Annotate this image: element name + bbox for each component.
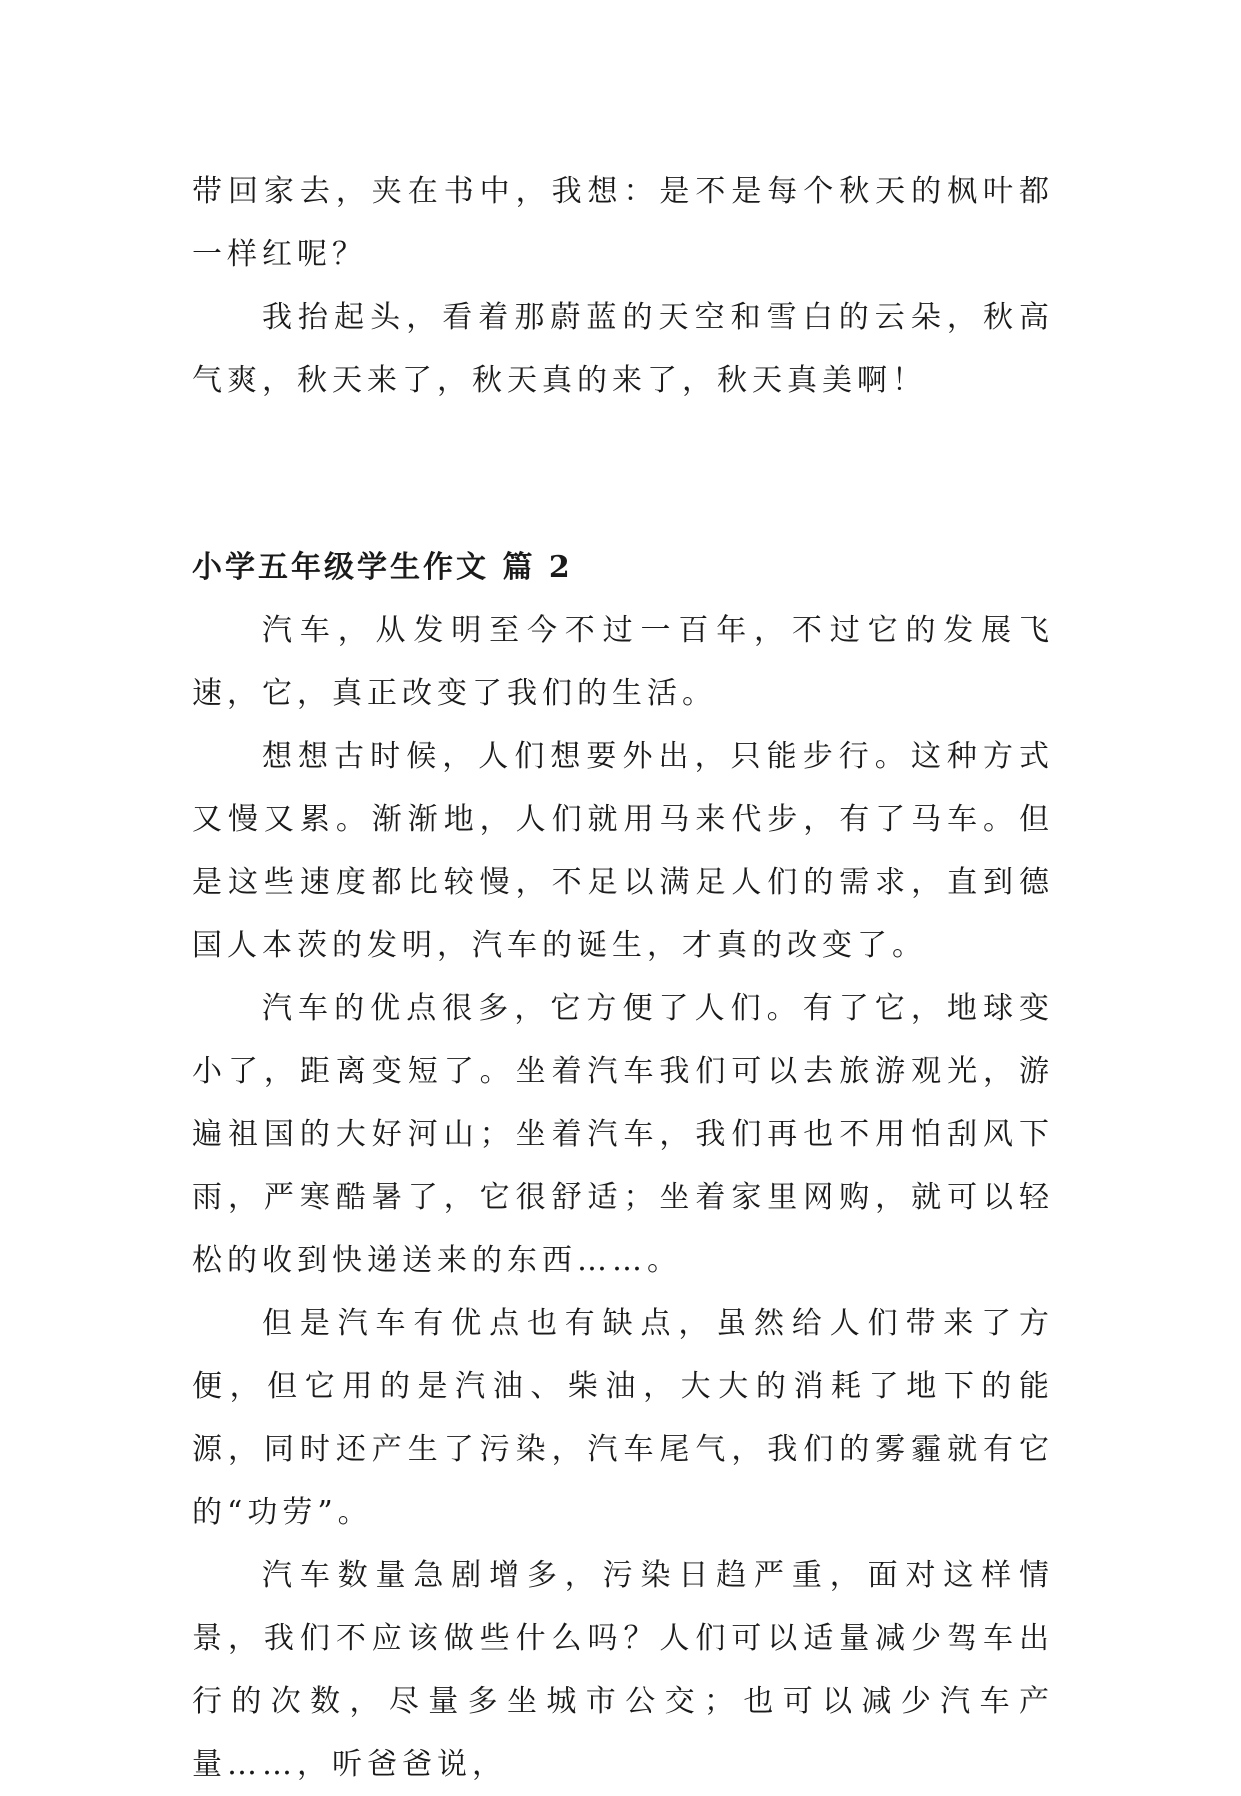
paragraph-2: 想想古时候，人们想要外出，只能步行。这种方式又慢又累。渐渐地，人们就用马来代步，有了马车。但是这些速度都比较慢，不足以满足人们的需求，直到德国人本茨的发明，汽车的诞生，才真的改变了。 (192, 739, 1054, 963)
section-spacer (192, 412, 1054, 536)
paragraph-autumn-ending: 我抬起头，看着那蔚蓝的天空和雪白的云朵，秋高气爽，秋天来了，秋天真的来了，秋天真美啊！ (192, 300, 1054, 398)
paragraph-4: 但是汽车有优点也有缺点，虽然给人们带来了方便，但它用的是汽油、柴油，大大的消耗了地下的能源，同时还产生了污染，汽车尾气，我们的雾霾就有它的“功劳”。 (192, 1306, 1054, 1530)
paragraph-1: 汽车，从发明至今不过一百年，不过它的发展飞速，它，真正改变了我们的生活。 (192, 613, 1054, 711)
document-page (192, 160, 1054, 1796)
paragraph-continuation: 带回家去，夹在书中，我想：是不是每个秋天的枫叶都一样红呢？ (192, 174, 1054, 272)
section-title: 小学五年级学生作文 篇 2 (192, 550, 573, 585)
paragraph-3: 汽车的优点很多，它方便了人们。有了它，地球变小了，距离变短了。坐着汽车我们可以去旅游观光，游遍祖国的大好河山；坐着汽车，我们再也不用怕刮风下雨，严寒酷暑了，它很舒适；坐着家里网购，就可以轻松的收到快递送来的东西……。 (192, 991, 1054, 1278)
paragraph-5: 汽车数量急剧增多，污染日趋严重，面对这样情景，我们不应该做些什么吗？人们可以适量减少驾车出行的次数，尽量多坐城市公交；也可以减少汽车产量……，听爸爸说， (192, 1558, 1054, 1782)
